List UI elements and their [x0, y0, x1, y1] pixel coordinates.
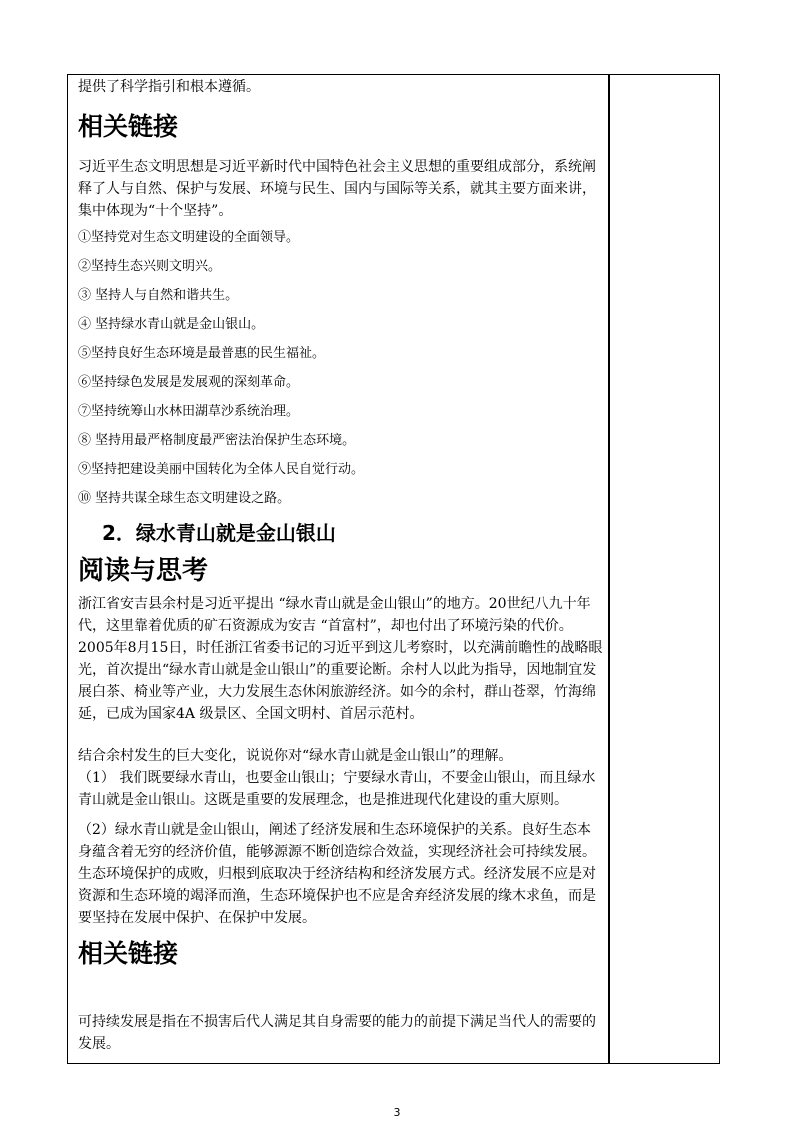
- list-item: ⑥坚持绿色发展是发展观的深刻革命。: [78, 375, 300, 390]
- answer-2: （2）绿水青山就是金山银山，阐述了经济发展和生态环境保护的关系。良好生态本身蕴含着无穷的经济价值，能够源源不断创造综合效益，实现经济社会可持续发展。生态环境保护的成败，归根到底取决于经济结构和经济发展方式。经济发展不应是对资源和生态环境的竭泽而渔，生态环境保护也不应是舍弃经济发展的缘木求鱼，而是要坚持在发展中保护、在保护中发展。: [78, 822, 596, 926]
- continued-line: 提供了科学指引和根本遵循。: [78, 79, 260, 95]
- ten-principles-list: [78, 228, 604, 509]
- list-item: ⑨坚持把建设美丽中国转化为全体人民自觉行动。: [78, 462, 365, 477]
- list-item: ⑤坚持良好生态环境是最普惠的民生福祉。: [78, 346, 326, 361]
- reading-paragraph: 浙江省安吉县余村是习近平提出 “绿水青山就是金山银山”的地方。20世纪八九十年代，这里靠着优质的矿石资源成为安吉 “首富村”，却也付出了环境污染的代价。2005年8月15日，时任浙江省委书记的习近平到这儿考察时，以充满前瞻性的战略眼光，首次提出“绿水青山就是金山银山”的重要论断。余村人以此为指导，因地制宜发展白茶、椅业等产业，大力发展生态休闲旅游经济。如今的余村，群山苍翠，竹海绵延，已成为国家4A 级景区、全国文明村、首居示范村。: [78, 596, 603, 722]
- heading-read-and-think: 阅读与思考: [78, 556, 209, 586]
- list-item: ③ 坚持人与自然和谐共生。: [78, 288, 239, 303]
- page-number: 3: [393, 1106, 401, 1119]
- intro-paragraph: 习近平生态文明思想是习近平新时代中国特色社会主义思想的重要组成部分，系统阐释了人与自然、保护与发展、环境与民生、国内与国际等关系，就其主要方面来讲，集中体现为“十个坚持”。: [78, 159, 596, 219]
- list-item: ②坚持生态兴则文明兴。: [78, 259, 222, 274]
- table-column-divider: [608, 74, 610, 1064]
- answer-1: （1） 我们既要绿水青山，也要金山银山；宁要绿水青山，不要金山银山，而且绿水青山就是金山银山。这既是重要的发展理念，也是推进现代化建设的重大原则。: [78, 770, 596, 808]
- definition-paragraph: 可持续发展是指在不损害后代人满足其自身需要的能力的前提下满足当代人的需要的发展。: [78, 1014, 596, 1052]
- list-item: ①坚持党对生态文明建设的全面领导。: [78, 230, 300, 245]
- heading-related-links-2: 相关链接: [78, 939, 179, 968]
- question-text: 结合余村发生的巨大变化，说说你对“绿水青山就是金山银山”的理解。: [78, 748, 513, 764]
- list-item: ⑦坚持统筹山水林田湖草沙系统治理。: [78, 404, 300, 419]
- list-item: ⑧ 坚持用最严格制度最严密法治保护生态环境。: [78, 433, 356, 448]
- main-content-cell: [78, 76, 604, 1055]
- list-item: ⑩ 坚持共谋全球生态文明建设之路。: [78, 491, 291, 506]
- list-item: ④ 坚持绿水青山就是金山银山。: [78, 317, 265, 332]
- section-title: 2．绿水青山就是金山银山: [102, 521, 336, 545]
- heading-related-links-1: 相关链接: [78, 112, 179, 141]
